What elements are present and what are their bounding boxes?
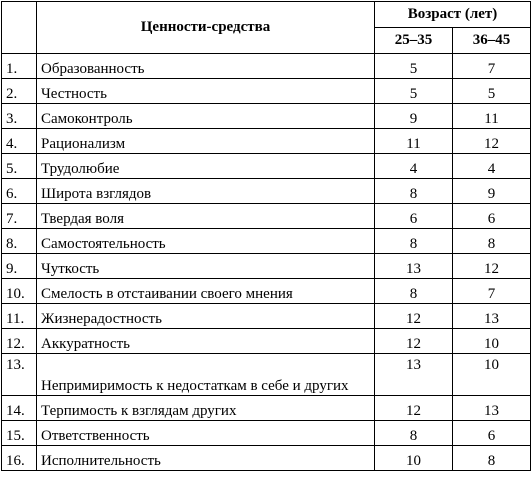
row-name: Самоконтроль bbox=[37, 104, 375, 129]
table-row bbox=[2, 354, 531, 396]
row-name: Аккуратность bbox=[37, 329, 375, 354]
row-value-36-45: 4 bbox=[453, 154, 531, 179]
row-name: Смелость в отстаивании своего мнения bbox=[37, 279, 375, 304]
header-age-1: 25–35 bbox=[375, 28, 453, 54]
row-value-36-45: 6 bbox=[453, 204, 531, 229]
row-name: Рационализм bbox=[37, 129, 375, 154]
table-row bbox=[2, 129, 531, 154]
row-number: 10. bbox=[2, 279, 37, 304]
row-value-25-35: 9 bbox=[375, 104, 453, 129]
row-number: 5. bbox=[2, 154, 37, 179]
row-value-36-45: 6 bbox=[453, 421, 531, 446]
row-number: 3. bbox=[2, 104, 37, 129]
row-name: Чуткость bbox=[37, 254, 375, 279]
values-table bbox=[1, 1, 531, 471]
row-number: 8. bbox=[2, 229, 37, 254]
row-name: Исполнительность bbox=[37, 446, 375, 471]
header-age-2: 36–45 bbox=[453, 28, 531, 54]
table-row bbox=[2, 329, 531, 354]
row-value-36-45: 10 bbox=[453, 329, 531, 354]
row-number: 12. bbox=[2, 329, 37, 354]
row-name: Жизнерадостность bbox=[37, 304, 375, 329]
row-number: 14. bbox=[2, 396, 37, 421]
row-value-25-35: 8 bbox=[375, 279, 453, 304]
row-value-36-45: 13 bbox=[453, 304, 531, 329]
row-name: Непримиримость к недостаткам в себе и других bbox=[37, 354, 375, 396]
row-value-36-45: 8 bbox=[453, 446, 531, 471]
row-value-36-45: 7 bbox=[453, 279, 531, 304]
row-value-36-45: 7 bbox=[453, 54, 531, 79]
row-name: Самостоятельность bbox=[37, 229, 375, 254]
table-row bbox=[2, 421, 531, 446]
table-row bbox=[2, 104, 531, 129]
row-number: 11. bbox=[2, 304, 37, 329]
table-row bbox=[2, 396, 531, 421]
row-number: 16. bbox=[2, 446, 37, 471]
row-value-25-35: 5 bbox=[375, 79, 453, 104]
row-value-25-35: 8 bbox=[375, 421, 453, 446]
table-row bbox=[2, 179, 531, 204]
header-age-group: Возраст (лет) bbox=[375, 2, 531, 28]
row-value-25-35: 6 bbox=[375, 204, 453, 229]
row-number: 4. bbox=[2, 129, 37, 154]
row-name: Трудолюбие bbox=[37, 154, 375, 179]
table-row bbox=[2, 304, 531, 329]
row-value-25-35: 12 bbox=[375, 396, 453, 421]
header-number-cell bbox=[2, 2, 37, 54]
row-value-25-35: 11 bbox=[375, 129, 453, 154]
row-value-25-35: 13 bbox=[375, 354, 453, 396]
row-value-25-35: 8 bbox=[375, 179, 453, 204]
row-value-36-45: 12 bbox=[453, 129, 531, 154]
table-row bbox=[2, 279, 531, 304]
row-value-25-35: 5 bbox=[375, 54, 453, 79]
row-number: 15. bbox=[2, 421, 37, 446]
row-value-25-35: 4 bbox=[375, 154, 453, 179]
table-row bbox=[2, 229, 531, 254]
table-row bbox=[2, 254, 531, 279]
row-name: Честность bbox=[37, 79, 375, 104]
row-name: Ответственность bbox=[37, 421, 375, 446]
row-name: Терпимость к взглядам других bbox=[37, 396, 375, 421]
row-value-36-45: 8 bbox=[453, 229, 531, 254]
table-row bbox=[2, 54, 531, 79]
row-value-36-45: 10 bbox=[453, 354, 531, 396]
row-number: 9. bbox=[2, 254, 37, 279]
row-value-36-45: 13 bbox=[453, 396, 531, 421]
table-row bbox=[2, 446, 531, 471]
row-value-36-45: 9 bbox=[453, 179, 531, 204]
row-value-36-45: 5 bbox=[453, 79, 531, 104]
row-value-36-45: 11 bbox=[453, 104, 531, 129]
row-name: Твердая воля bbox=[37, 204, 375, 229]
row-number: 6. bbox=[2, 179, 37, 204]
row-number: 7. bbox=[2, 204, 37, 229]
row-value-25-35: 12 bbox=[375, 304, 453, 329]
row-number: 1. bbox=[2, 54, 37, 79]
row-value-25-35: 10 bbox=[375, 446, 453, 471]
table-row bbox=[2, 204, 531, 229]
row-value-25-35: 13 bbox=[375, 254, 453, 279]
row-value-25-35: 12 bbox=[375, 329, 453, 354]
row-name: Широта взглядов bbox=[37, 179, 375, 204]
header-column-name: Ценности-средства bbox=[37, 2, 375, 54]
table-row bbox=[2, 154, 531, 179]
row-number: 2. bbox=[2, 79, 37, 104]
row-value-36-45: 12 bbox=[453, 254, 531, 279]
row-value-25-35: 8 bbox=[375, 229, 453, 254]
table-row bbox=[2, 79, 531, 104]
row-name: Образованность bbox=[37, 54, 375, 79]
row-number: 13. bbox=[2, 354, 37, 396]
